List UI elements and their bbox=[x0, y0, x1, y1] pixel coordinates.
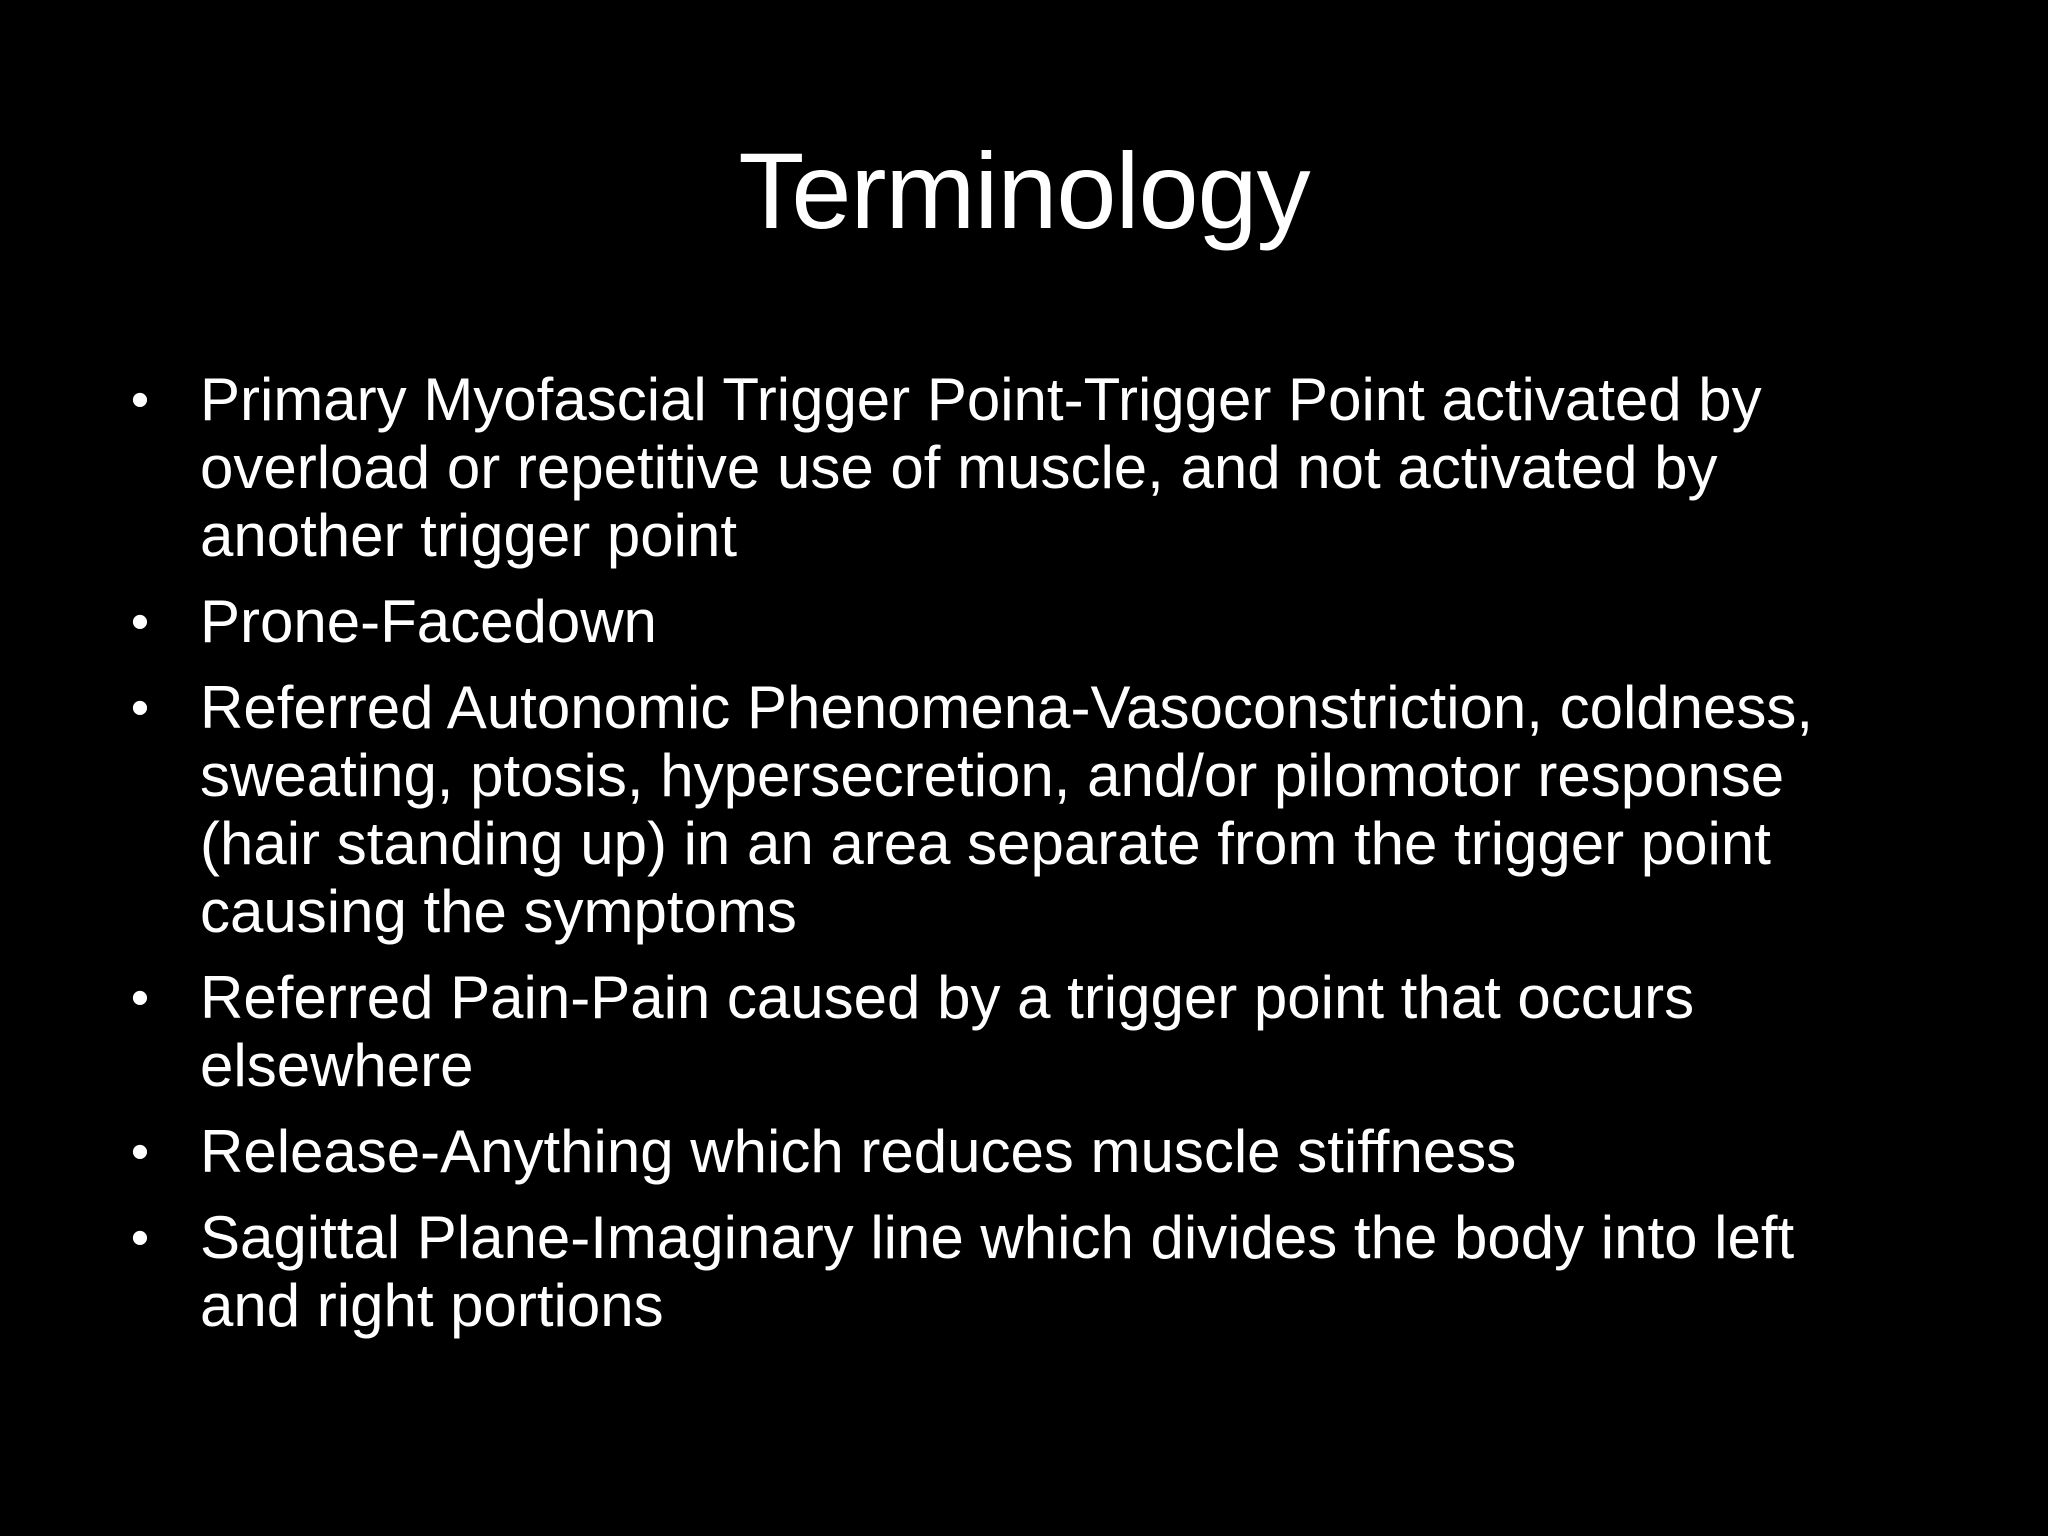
slide-title: Terminology bbox=[738, 130, 1310, 251]
bullet-item-referred-autonomic-phenomena bbox=[130, 674, 1900, 946]
bullet-item-prone bbox=[130, 588, 1900, 656]
bullet-icon: • bbox=[130, 371, 150, 429]
bullet-item-sagittal-plane bbox=[130, 1204, 1900, 1340]
bullet-text: Primary Myofascial Trigger Point-Trigger Point activated by overload or repetitive use of muscle, and not activated by another trigger point bbox=[200, 366, 1762, 569]
bullet-text: Referred Pain-Pain caused by a trigger point that occurs elsewhere bbox=[200, 964, 1695, 1099]
bullet-icon: • bbox=[130, 1123, 150, 1181]
bullet-list bbox=[130, 366, 1900, 1358]
bullet-item-primary-myofascial-trigger-point bbox=[130, 366, 1900, 570]
bullet-icon: • bbox=[130, 1209, 150, 1267]
bullet-text: Referred Autonomic Phenomena-Vasoconstriction, coldness, sweating, ptosis, hypersecretion, and/or pilomotor response (hair standing up) in an area separate from the trigger point causing the symptoms bbox=[200, 674, 1814, 945]
bullet-item-release bbox=[130, 1118, 1900, 1186]
bullet-item-referred-pain bbox=[130, 964, 1900, 1100]
bullet-icon: • bbox=[130, 679, 150, 737]
bullet-icon: • bbox=[130, 593, 150, 651]
bullet-text: Sagittal Plane-Imaginary line which divides the body into left and right portions bbox=[200, 1204, 1795, 1339]
bullet-text: Release-Anything which reduces muscle stiffness bbox=[200, 1118, 1517, 1185]
bullet-icon: • bbox=[130, 969, 150, 1027]
bullet-text: Prone-Facedown bbox=[200, 588, 657, 655]
